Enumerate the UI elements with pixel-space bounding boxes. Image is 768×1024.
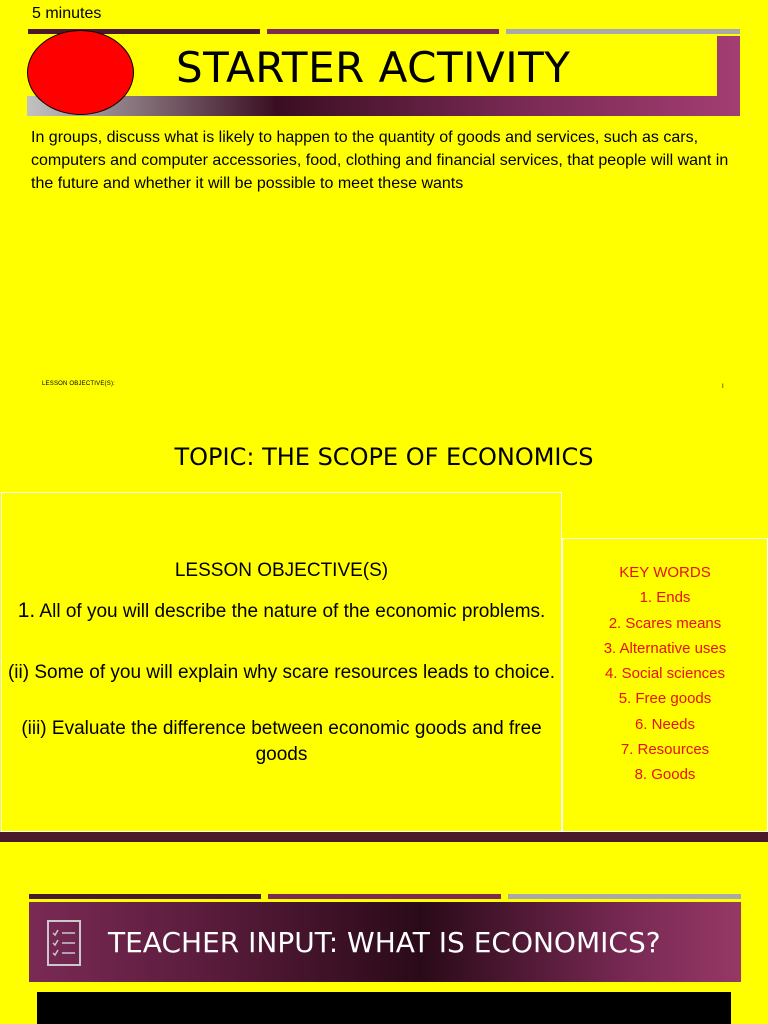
- key-words-heading: KEY WORDS: [619, 564, 711, 581]
- key-word-item: 3. Alternative uses: [603, 639, 727, 657]
- small-mark: I: [722, 384, 724, 390]
- objective-item-1: [1, 598, 562, 625]
- slide2-stripe-gray: [508, 894, 741, 899]
- topic-heading: TOPIC: THE SCOPE OF ECONOMICS: [174, 443, 594, 471]
- objectives-heading: LESSON OBJECTIVE(S): [174, 560, 389, 581]
- slide2-stripe-magenta: [268, 894, 501, 899]
- objective-text: All of you will describe the nature of the economic problems.: [35, 601, 546, 622]
- objective-item-2: (ii) Some of you will explain why scare resources leads to choice.: [7, 662, 555, 683]
- activity-description: In groups, discuss what is likely to happen to the quantity of goods and services, such as cars, computers and computer accessories, food, clothing and financial services, that people will want in the future and whether it will be possible to meet these wants: [31, 129, 729, 192]
- key-word-item: 8. Goods: [634, 766, 696, 784]
- key-word-item: 1. Ends: [639, 589, 691, 607]
- slide-title: STARTER ACTIVITY: [176, 43, 571, 92]
- red-circle-shape: [27, 30, 134, 115]
- key-word-item: 2. Scares means: [608, 614, 722, 632]
- key-word-item: 6. Needs: [634, 715, 696, 733]
- objective-number: 1.: [17, 599, 36, 622]
- top-stripe-gray: [506, 29, 740, 34]
- objective-item-3: (iii) Evaluate the difference between economic goods and free goods: [21, 718, 542, 765]
- teacher-input-title: TEACHER INPUT: WHAT IS ECONOMICS?: [108, 926, 661, 959]
- top-stripe-magenta: [267, 29, 499, 34]
- slide2-stripe-dark: [29, 894, 261, 899]
- checklist-icon: [46, 918, 82, 968]
- slide-divider: [0, 832, 768, 842]
- key-word-item: 7. Resources: [620, 741, 710, 759]
- key-word-item: 4. Social sciences: [604, 665, 726, 683]
- key-words-list: [562, 561, 768, 789]
- small-objective-label: LESSON OBJECTIVE(S):: [42, 381, 116, 387]
- key-word-item: 5. Free goods: [618, 690, 712, 708]
- timer-label: 5 minutes: [32, 5, 102, 22]
- black-content-panel: [37, 992, 731, 1024]
